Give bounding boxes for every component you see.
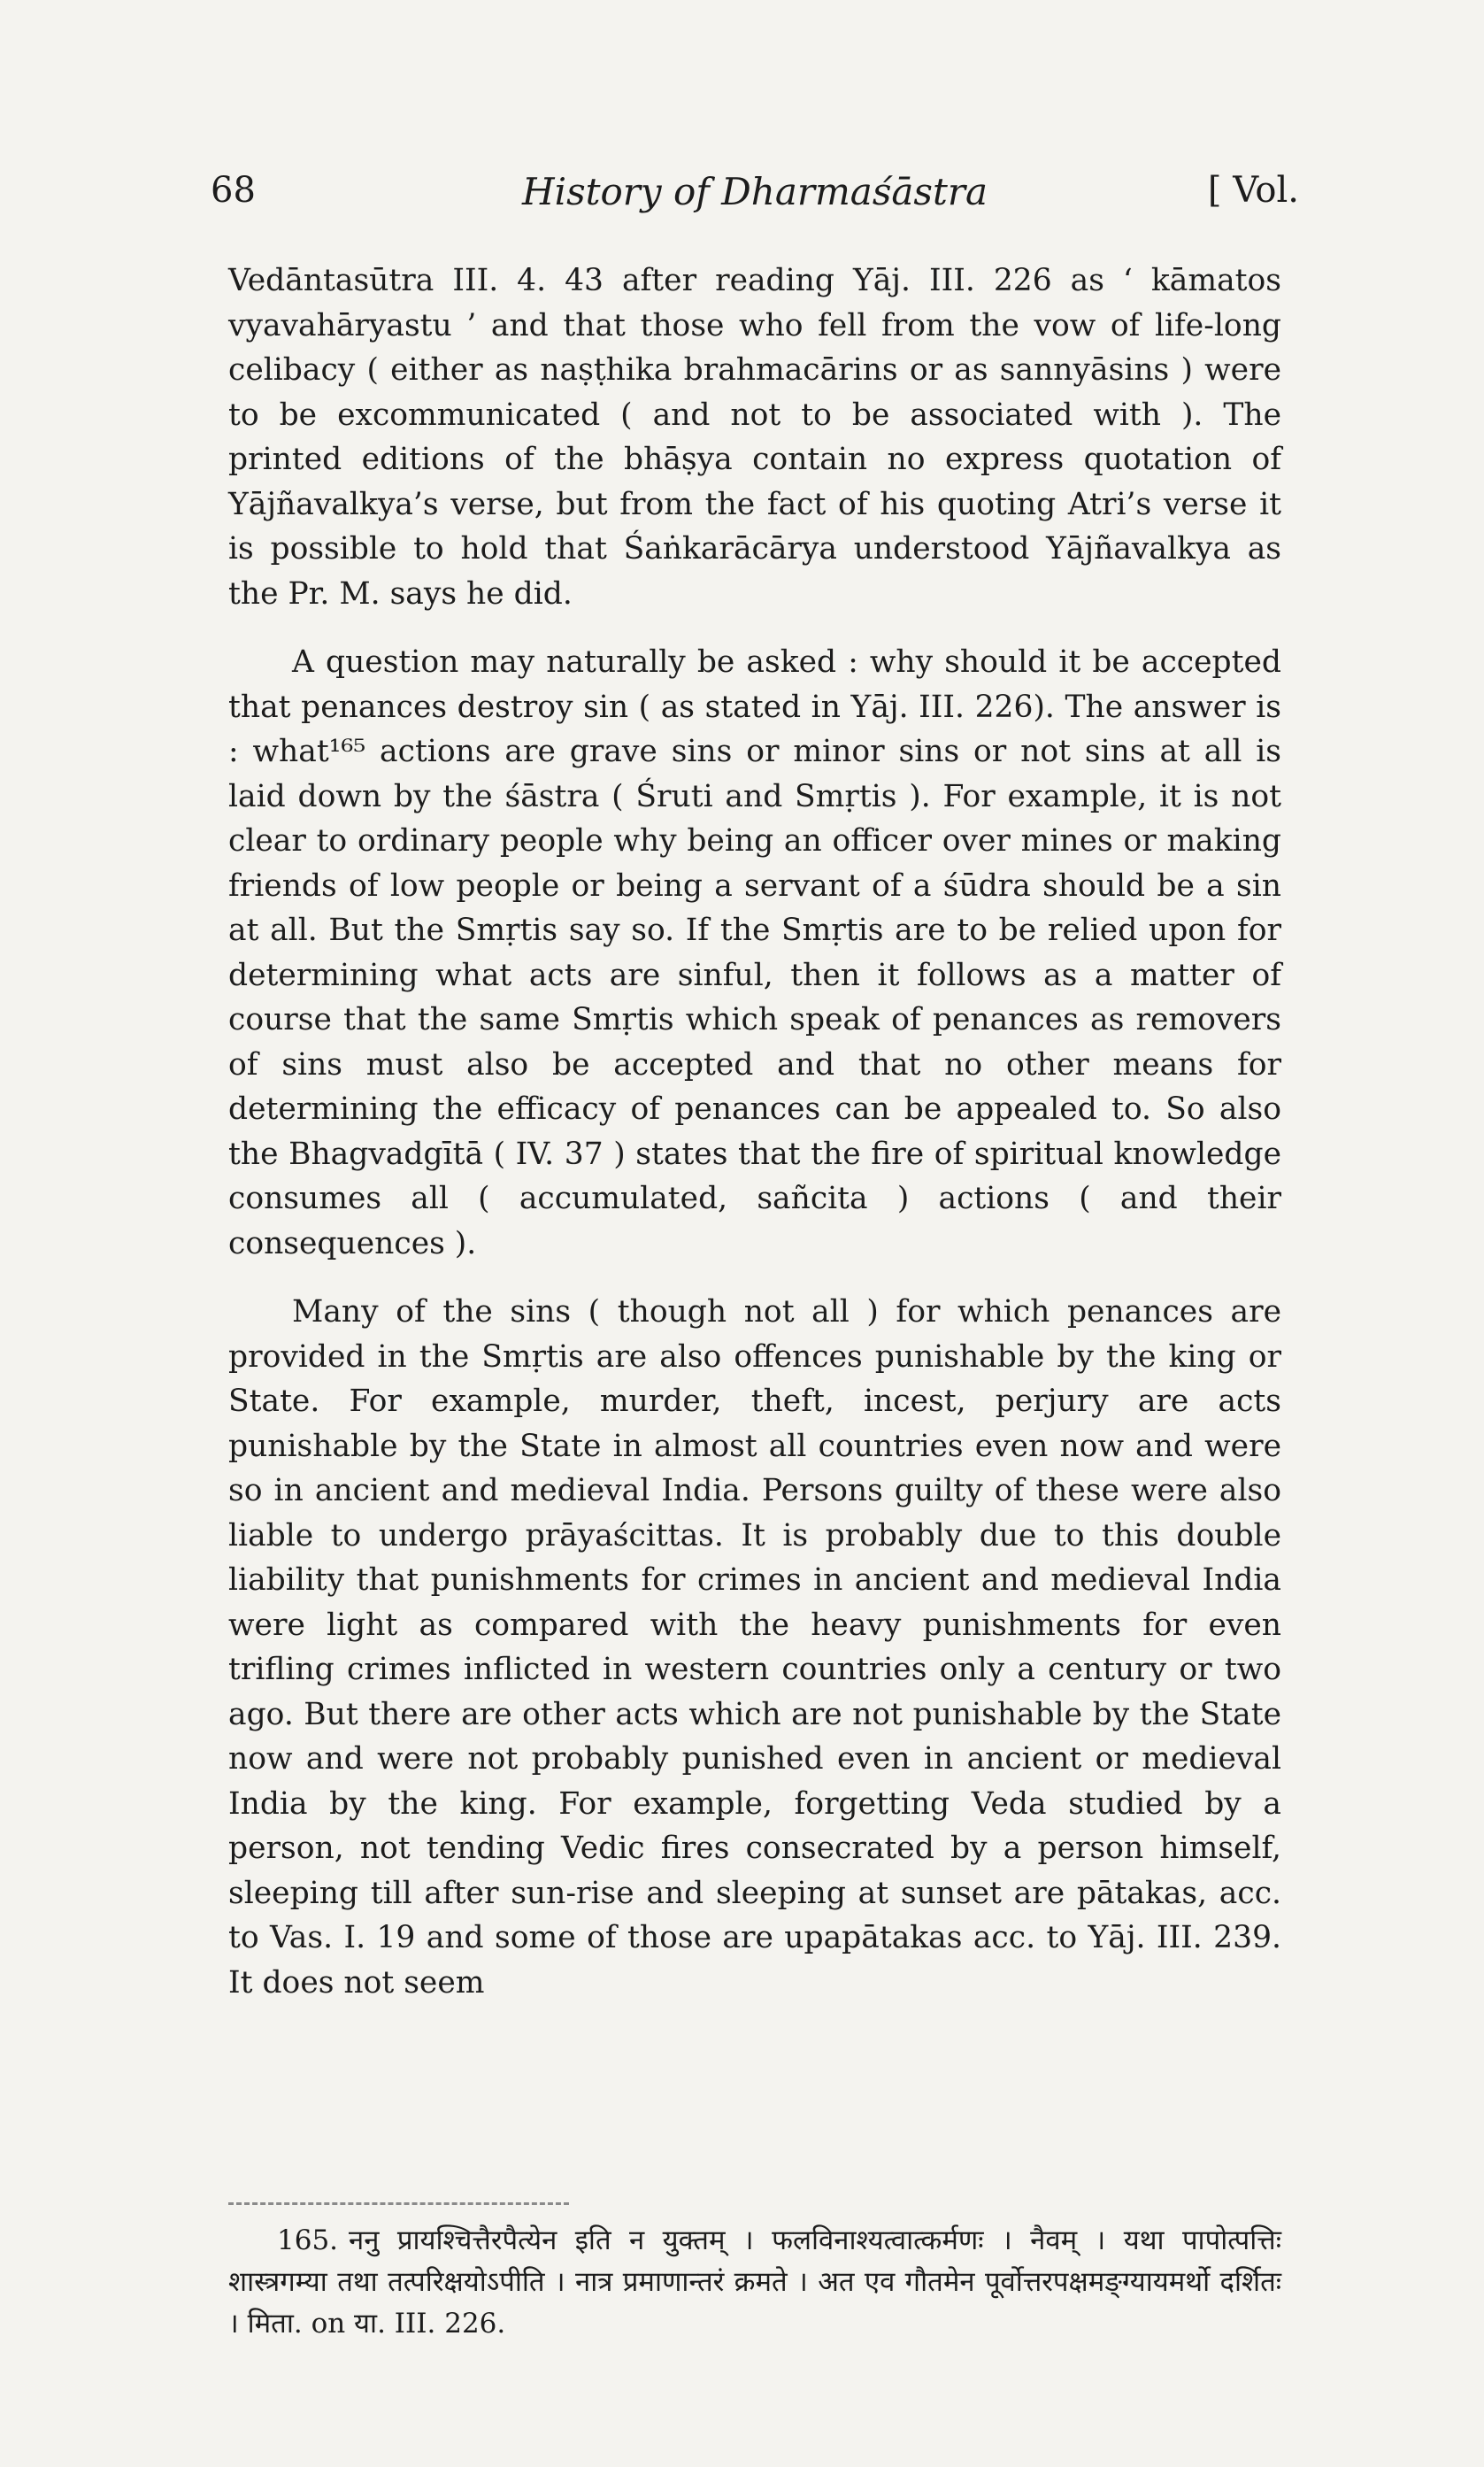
page-number: 68 bbox=[211, 170, 256, 211]
paragraph-3: Many of the sins ( though not all ) for which penances are provided in the Smṛtis are also offences punishable by the king or State. For example, murder, theft, incest, perjury are acts punishable by the State in almost all countries even now and were so in ancient and medieval India. Persons guilty of these were also liable to undergo prāyaścittas. It is probably due to this double liability that punishments for crimes in ancient and medieval India were light as compared with the heavy punishments for even trifling crimes inflicted in western countries only a century or two ago. But there are other acts which are not punishable by the State now and were not probably punished even in ancient or medieval India by the king. For example, forgetting Veda studied by a person, not tending Vedic fires consecrated by a person himself, sleeping till after sun-rise and sleeping at sunset are pātakas, acc. to Vas. I. 19 and some of those are upapātakas acc. to Yāj. III. 239. It does not seem bbox=[228, 1294, 1281, 2001]
footnote bbox=[228, 2220, 1281, 2345]
footnote-separator bbox=[228, 2202, 569, 2205]
body-text bbox=[228, 258, 1281, 2029]
footnote-text: ननु प्रायश्चित्तैरपैत्येन इति न युक्तम् । फलविनाश्यत्वात्कर्मणः । नैवम् । यथा पापोत्पत्तिः शास्त्रगम्या तथा तत्परिक्षयोऽपीति । नात्र प्रमाणान्तरं क्रमते । अत एव गौतमेन पूर्वोत्तरपक्षमङ्ग्यायमर्थो दर्शितः । मिता. on या. III. 226. bbox=[228, 2224, 1281, 2340]
running-title: History of Dharmaśāstra bbox=[522, 170, 988, 213]
page-header bbox=[211, 170, 1299, 223]
paragraph-2: A question may naturally be asked : why should it be accepted that penances destroy sin ( as stated in Yāj. III. 226). The answer is : what¹⁶⁵ actions are grave sins or minor sins or not sins at all is laid down by the śāstra ( Śruti and Smṛtis ). For example, it is not clear to ordinary people why being an officer over mines or making friends of low people or being a servant of a śūdra should be a sin at all. But the Smṛtis say so. If the Smṛtis are to be relied upon for determining what acts are sinful, then it follows as a matter of course that the same Smṛtis which speak of penances as removers of sins must also be accepted and that no other means for determining the efficacy of penances can be appealed to. So also the Bhagvadgītā ( IV. 37 ) states that the fire of spiritual knowledge consumes all ( accumulated, sañcita ) actions ( and their consequences ). bbox=[228, 644, 1281, 1261]
volume-label: [ Vol. bbox=[1207, 170, 1299, 211]
footnote-number: 165. bbox=[277, 2224, 339, 2256]
paragraph-1: Vedāntasūtra III. 4. 43 after reading Yāj. III. 226 as ‘ kāmatos vyavahāryastu ’ and that those who fell from the vow of life-long celibacy ( either as naṣṭhika brahmacārins or as sannyāsins ) were to be excommunicated ( and not to be associated with ). The printed editions of the bhāṣya contain no express quotation of Yājñavalkya’s verse, but from the fact of his quoting Atri’s verse it is possible to hold that Śaṅkarācārya understood Yājñavalkya as the Pr. M. says he did. bbox=[228, 263, 1281, 612]
